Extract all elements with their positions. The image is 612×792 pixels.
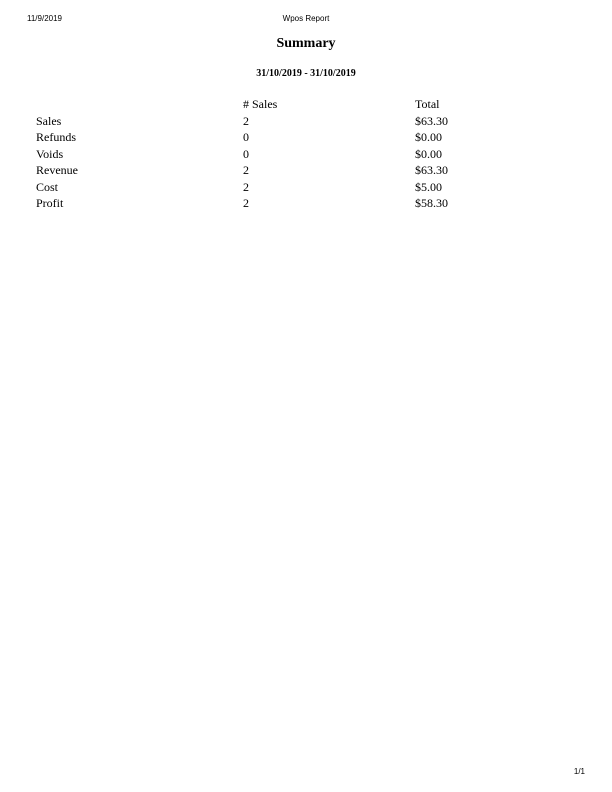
header-count-cell: # Sales <box>243 97 278 111</box>
table-row-cost <box>36 180 576 197</box>
table-row-sales <box>36 114 576 131</box>
table-row-profit <box>36 196 576 213</box>
row-count: 0 <box>243 146 249 161</box>
table-row-refunds <box>36 130 576 147</box>
report-title: Summary <box>276 36 336 51</box>
page-number: 1/1 <box>573 767 585 776</box>
document-header-title: Wpos Report <box>282 14 330 23</box>
report-date-range: 31/10/2019 - 31/10/2019 <box>256 68 356 79</box>
row-count: 0 <box>243 130 249 144</box>
table-row-revenue <box>36 163 576 180</box>
row-total: $5.00 <box>415 179 442 194</box>
header-total-cell: Total <box>415 97 440 111</box>
summary-table <box>36 97 576 213</box>
row-count: 2 <box>243 163 249 177</box>
row-label: Refunds <box>36 130 76 144</box>
row-total: $63.30 <box>415 163 448 177</box>
row-count: 2 <box>243 196 249 210</box>
row-total: $0.00 <box>415 146 442 161</box>
table-row-voids <box>36 147 576 164</box>
row-total: $63.30 <box>415 113 448 128</box>
row-label: Revenue <box>36 163 78 177</box>
row-label: Profit <box>36 196 64 210</box>
row-total: $58.30 <box>415 196 448 210</box>
row-label: Voids <box>36 146 64 161</box>
print-date: 11/9/2019 <box>27 14 62 23</box>
row-label: Cost <box>36 179 59 194</box>
row-count: 2 <box>243 179 249 194</box>
row-total: $0.00 <box>415 130 442 144</box>
table-header-row <box>36 97 576 114</box>
row-count: 2 <box>243 113 249 128</box>
row-label: Sales <box>36 113 62 128</box>
